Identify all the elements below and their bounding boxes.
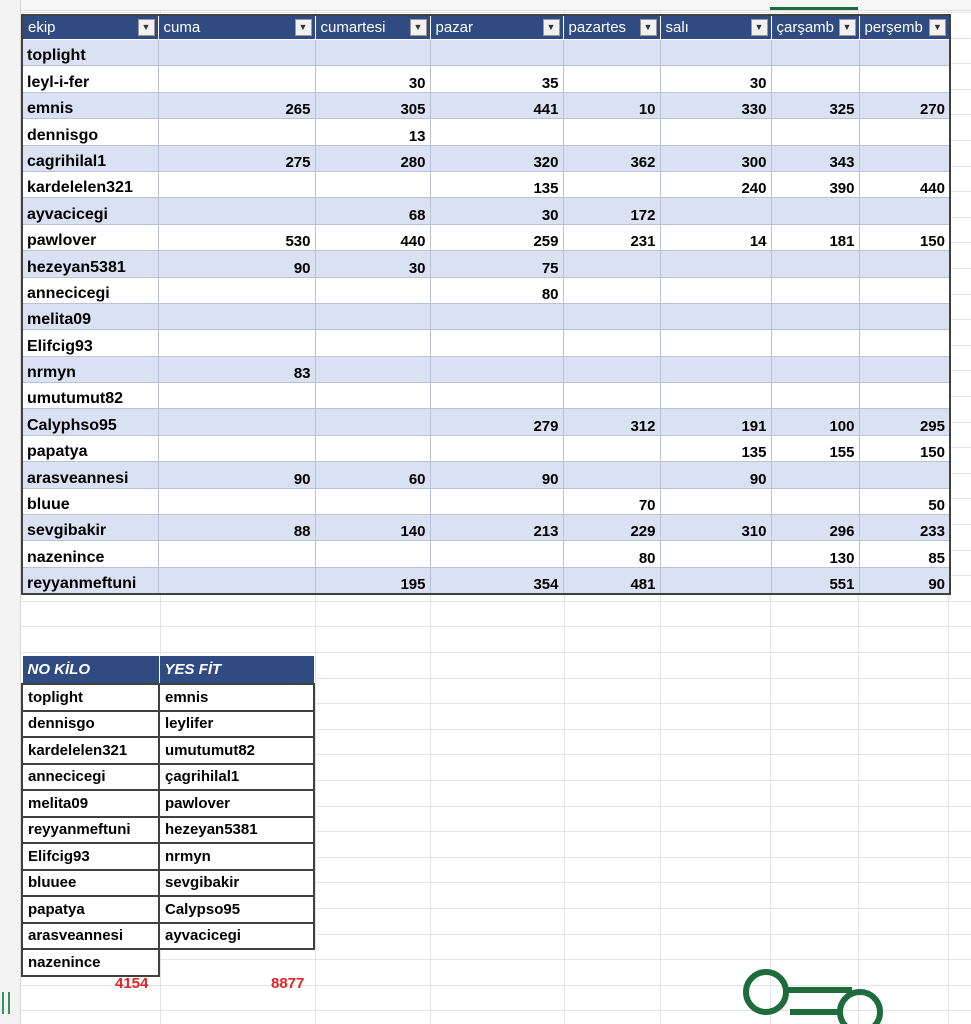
score-cell[interactable]: 233 bbox=[859, 515, 950, 541]
score-cell[interactable] bbox=[660, 383, 771, 409]
score-cell[interactable] bbox=[158, 567, 315, 594]
score-cell[interactable] bbox=[430, 488, 563, 514]
score-cell[interactable]: 68 bbox=[315, 198, 430, 224]
score-cell[interactable]: 50 bbox=[859, 488, 950, 514]
no-kilo-member-cell[interactable]: dennisgo bbox=[22, 711, 159, 738]
score-cell[interactable] bbox=[158, 330, 315, 356]
score-cell[interactable] bbox=[563, 171, 660, 197]
team-name-cell[interactable]: dennisgo bbox=[22, 119, 158, 145]
score-cell[interactable]: 85 bbox=[859, 541, 950, 567]
teams-table bbox=[21, 655, 315, 977]
score-cell[interactable] bbox=[158, 171, 315, 197]
score-cell[interactable]: 100 bbox=[771, 409, 859, 435]
table-row bbox=[22, 356, 950, 382]
team-name-cell[interactable]: annecicegi bbox=[22, 277, 158, 303]
selected-column-indicator bbox=[770, 7, 858, 10]
score-cell[interactable]: 181 bbox=[771, 224, 859, 250]
score-cell[interactable] bbox=[771, 119, 859, 145]
score-cell[interactable] bbox=[859, 383, 950, 409]
score-cell[interactable]: 30 bbox=[315, 251, 430, 277]
score-cell[interactable]: 60 bbox=[315, 462, 430, 488]
score-cell[interactable]: 150 bbox=[859, 435, 950, 461]
score-cell[interactable] bbox=[563, 277, 660, 303]
team-name-cell[interactable]: toplight bbox=[22, 40, 158, 66]
column-header[interactable] bbox=[22, 15, 158, 40]
score-cell[interactable]: 530 bbox=[158, 224, 315, 250]
filter-dropdown-icon[interactable]: ▼ bbox=[138, 19, 155, 36]
score-cell[interactable] bbox=[315, 409, 430, 435]
score-cell[interactable] bbox=[771, 40, 859, 66]
yes-fit-member-cell[interactable]: Calypso95 bbox=[159, 896, 314, 923]
team-name-cell[interactable]: leyl-i-fer bbox=[22, 66, 158, 92]
table-row bbox=[22, 224, 950, 250]
score-cell[interactable] bbox=[859, 40, 950, 66]
table-row bbox=[22, 383, 950, 409]
score-cell[interactable]: 296 bbox=[771, 515, 859, 541]
score-cell[interactable]: 310 bbox=[660, 515, 771, 541]
team-name-cell[interactable]: cagrihilal1 bbox=[22, 145, 158, 171]
no-kilo-member-cell[interactable]: toplight bbox=[22, 684, 159, 711]
score-cell[interactable] bbox=[430, 541, 563, 567]
score-cell[interactable]: 135 bbox=[430, 171, 563, 197]
score-cell[interactable] bbox=[430, 383, 563, 409]
score-cell[interactable]: 279 bbox=[430, 409, 563, 435]
score-cell[interactable] bbox=[315, 171, 430, 197]
score-cell[interactable] bbox=[158, 383, 315, 409]
team-name-cell[interactable]: reyyanmeftuni bbox=[22, 567, 158, 594]
score-cell[interactable]: 14 bbox=[660, 224, 771, 250]
score-cell[interactable]: 90 bbox=[158, 251, 315, 277]
table-row bbox=[22, 896, 314, 923]
filter-dropdown-icon[interactable]: ▼ bbox=[839, 19, 856, 36]
table-row bbox=[22, 541, 950, 567]
score-cell[interactable]: 229 bbox=[563, 515, 660, 541]
score-cell[interactable] bbox=[315, 277, 430, 303]
score-cell[interactable]: 300 bbox=[660, 145, 771, 171]
table-row bbox=[22, 488, 950, 514]
yes-fit-member-cell[interactable] bbox=[159, 949, 314, 976]
team-name-cell[interactable]: pawlover bbox=[22, 224, 158, 250]
yes-fit-member-cell[interactable]: pawlover bbox=[159, 790, 314, 817]
score-cell[interactable] bbox=[859, 330, 950, 356]
no-kilo-member-cell[interactable]: arasveannesi bbox=[22, 923, 159, 950]
no-kilo-total[interactable]: 4154 bbox=[115, 975, 149, 992]
score-cell[interactable] bbox=[771, 330, 859, 356]
score-cell[interactable]: 130 bbox=[771, 541, 859, 567]
score-cell[interactable] bbox=[859, 145, 950, 171]
table-row bbox=[22, 790, 314, 817]
team-name-cell[interactable]: emnis bbox=[22, 92, 158, 118]
score-cell[interactable]: 88 bbox=[158, 515, 315, 541]
score-cell[interactable] bbox=[660, 488, 771, 514]
table-row bbox=[22, 251, 950, 277]
score-cell[interactable]: 80 bbox=[430, 277, 563, 303]
score-cell[interactable]: 30 bbox=[660, 66, 771, 92]
table-row bbox=[22, 843, 314, 870]
score-cell[interactable] bbox=[660, 277, 771, 303]
score-cell[interactable]: 70 bbox=[563, 488, 660, 514]
yes-fit-member-cell[interactable]: hezeyan5381 bbox=[159, 817, 314, 844]
score-cell[interactable]: 80 bbox=[563, 541, 660, 567]
score-cell[interactable] bbox=[563, 356, 660, 382]
score-cell[interactable]: 231 bbox=[563, 224, 660, 250]
score-cell[interactable] bbox=[158, 435, 315, 461]
score-cell[interactable]: 35 bbox=[430, 66, 563, 92]
score-cell[interactable]: 325 bbox=[771, 92, 859, 118]
filter-dropdown-icon[interactable]: ▼ bbox=[929, 19, 946, 36]
score-cell[interactable] bbox=[859, 198, 950, 224]
score-cell[interactable] bbox=[315, 488, 430, 514]
score-cell[interactable]: 90 bbox=[859, 567, 950, 594]
score-cell[interactable]: 295 bbox=[859, 409, 950, 435]
row-selection-marker bbox=[2, 992, 18, 1014]
column-header-label: cuma bbox=[163, 19, 201, 36]
score-cell[interactable]: 305 bbox=[315, 92, 430, 118]
score-cell[interactable] bbox=[563, 303, 660, 329]
table-row bbox=[22, 684, 314, 711]
table-row bbox=[22, 409, 950, 435]
score-cell[interactable] bbox=[158, 277, 315, 303]
score-cell[interactable] bbox=[563, 66, 660, 92]
score-cell[interactable] bbox=[158, 119, 315, 145]
score-cell[interactable] bbox=[315, 40, 430, 66]
column-header[interactable] bbox=[771, 15, 859, 40]
score-cell[interactable]: 312 bbox=[563, 409, 660, 435]
score-cell[interactable] bbox=[660, 541, 771, 567]
score-cell[interactable] bbox=[315, 383, 430, 409]
score-cell[interactable] bbox=[158, 198, 315, 224]
yes-fit-member-cell[interactable]: ayvacicegi bbox=[159, 923, 314, 950]
score-cell[interactable] bbox=[430, 330, 563, 356]
yes-fit-member-cell[interactable]: çagrihilal1 bbox=[159, 764, 314, 791]
column-header-label: ekip bbox=[28, 19, 56, 36]
column-header-label: perşemb bbox=[864, 19, 923, 36]
no-kilo-member-cell[interactable]: bluuee bbox=[22, 870, 159, 897]
score-cell[interactable] bbox=[660, 40, 771, 66]
score-cell[interactable] bbox=[859, 66, 950, 92]
score-cell[interactable] bbox=[771, 488, 859, 514]
score-cell[interactable]: 440 bbox=[315, 224, 430, 250]
table-row bbox=[22, 711, 314, 738]
score-cell[interactable] bbox=[158, 488, 315, 514]
score-cell[interactable] bbox=[563, 462, 660, 488]
score-cell[interactable]: 320 bbox=[430, 145, 563, 171]
score-cell[interactable]: 135 bbox=[660, 435, 771, 461]
yes-fit-member-cell[interactable]: nrmyn bbox=[159, 843, 314, 870]
score-cell[interactable]: 195 bbox=[315, 567, 430, 594]
score-cell[interactable]: 259 bbox=[430, 224, 563, 250]
yes-fit-member-cell[interactable]: emnis bbox=[159, 684, 314, 711]
no-kilo-member-cell[interactable]: reyyanmeftuni bbox=[22, 817, 159, 844]
score-cell[interactable]: 441 bbox=[430, 92, 563, 118]
column-header-label: pazar bbox=[435, 19, 474, 36]
no-kilo-member-cell[interactable]: kardelelen321 bbox=[22, 737, 159, 764]
table-row bbox=[22, 171, 950, 197]
column-header[interactable] bbox=[660, 15, 771, 40]
table-row bbox=[22, 330, 950, 356]
filter-dropdown-icon[interactable]: ▼ bbox=[410, 19, 427, 36]
score-cell[interactable]: 13 bbox=[315, 119, 430, 145]
no-kilo-member-cell[interactable]: nazenince bbox=[22, 949, 159, 976]
score-cell[interactable] bbox=[563, 330, 660, 356]
score-cell[interactable] bbox=[660, 567, 771, 594]
column-header[interactable] bbox=[430, 15, 563, 40]
table-row bbox=[22, 40, 950, 66]
table-row bbox=[22, 92, 950, 118]
column-header[interactable] bbox=[859, 15, 950, 40]
no-kilo-header[interactable]: NO KİLO bbox=[22, 656, 159, 685]
score-cell[interactable]: 270 bbox=[859, 92, 950, 118]
score-cell[interactable] bbox=[563, 435, 660, 461]
table-row bbox=[22, 567, 950, 594]
weekly-scores-table bbox=[21, 14, 951, 595]
yes-fit-header[interactable]: YES FİT bbox=[159, 656, 314, 685]
team-name-cell[interactable]: Elifcig93 bbox=[22, 330, 158, 356]
score-cell[interactable] bbox=[430, 435, 563, 461]
yes-fit-member-cell[interactable]: sevgibakir bbox=[159, 870, 314, 897]
table-row bbox=[22, 66, 950, 92]
table-row bbox=[22, 198, 950, 224]
column-header[interactable] bbox=[158, 15, 315, 40]
table-row bbox=[22, 277, 950, 303]
score-cell[interactable] bbox=[771, 198, 859, 224]
column-header-label: cumartesi bbox=[320, 19, 386, 36]
score-cell[interactable]: 30 bbox=[430, 198, 563, 224]
table-row bbox=[22, 515, 950, 541]
score-cell[interactable]: 354 bbox=[430, 567, 563, 594]
score-cell[interactable]: 191 bbox=[660, 409, 771, 435]
score-cell[interactable] bbox=[771, 383, 859, 409]
score-cell[interactable] bbox=[859, 251, 950, 277]
filter-dropdown-icon[interactable]: ▼ bbox=[751, 19, 768, 36]
column-header-label: çarşamb bbox=[776, 19, 835, 36]
filter-dropdown-icon[interactable]: ▼ bbox=[543, 19, 560, 36]
team-name-cell[interactable]: kardelelen321 bbox=[22, 171, 158, 197]
team-name-cell[interactable]: Calyphso95 bbox=[22, 409, 158, 435]
table-row bbox=[22, 870, 314, 897]
score-cell[interactable] bbox=[158, 409, 315, 435]
score-cell[interactable] bbox=[563, 119, 660, 145]
table-row bbox=[22, 145, 950, 171]
score-cell[interactable] bbox=[859, 303, 950, 329]
score-cell[interactable]: 390 bbox=[771, 171, 859, 197]
table-row bbox=[22, 817, 314, 844]
score-cell[interactable] bbox=[430, 356, 563, 382]
team-name-cell[interactable]: bluue bbox=[22, 488, 158, 514]
score-cell[interactable] bbox=[660, 356, 771, 382]
table-row bbox=[22, 764, 314, 791]
score-cell[interactable] bbox=[859, 119, 950, 145]
score-cell[interactable]: 362 bbox=[563, 145, 660, 171]
score-cell[interactable] bbox=[771, 356, 859, 382]
column-header-label: pazartes bbox=[568, 19, 627, 36]
score-cell[interactable]: 90 bbox=[660, 462, 771, 488]
score-cell[interactable]: 75 bbox=[430, 251, 563, 277]
score-cell[interactable] bbox=[660, 330, 771, 356]
filter-dropdown-icon[interactable]: ▼ bbox=[295, 19, 312, 36]
team-name-cell[interactable]: nrmyn bbox=[22, 356, 158, 382]
score-cell[interactable] bbox=[859, 356, 950, 382]
score-cell[interactable]: 330 bbox=[660, 92, 771, 118]
team-name-cell[interactable]: arasveannesi bbox=[22, 462, 158, 488]
table-row bbox=[22, 303, 950, 329]
score-cell[interactable]: 83 bbox=[158, 356, 315, 382]
score-cell[interactable] bbox=[315, 541, 430, 567]
score-cell[interactable]: 240 bbox=[660, 171, 771, 197]
score-cell[interactable] bbox=[660, 303, 771, 329]
no-kilo-member-cell[interactable]: Elifcig93 bbox=[22, 843, 159, 870]
row-header-strip bbox=[0, 0, 21, 1024]
score-cell[interactable]: 172 bbox=[563, 198, 660, 224]
score-cell[interactable]: 275 bbox=[158, 145, 315, 171]
table-row bbox=[22, 737, 314, 764]
score-cell[interactable] bbox=[430, 303, 563, 329]
score-cell[interactable] bbox=[771, 251, 859, 277]
score-cell[interactable] bbox=[315, 330, 430, 356]
score-cell[interactable]: 551 bbox=[771, 567, 859, 594]
score-cell[interactable]: 10 bbox=[563, 92, 660, 118]
score-cell[interactable] bbox=[158, 303, 315, 329]
score-cell[interactable] bbox=[158, 66, 315, 92]
score-cell[interactable] bbox=[430, 119, 563, 145]
score-cell[interactable]: 90 bbox=[158, 462, 315, 488]
score-cell[interactable] bbox=[660, 198, 771, 224]
table-row bbox=[22, 949, 314, 976]
score-cell[interactable] bbox=[859, 277, 950, 303]
score-cell[interactable] bbox=[563, 251, 660, 277]
team-name-cell[interactable]: hezeyan5381 bbox=[22, 251, 158, 277]
table-row bbox=[22, 119, 950, 145]
score-cell[interactable] bbox=[771, 303, 859, 329]
score-cell[interactable] bbox=[315, 303, 430, 329]
score-cell[interactable] bbox=[859, 462, 950, 488]
score-cell[interactable]: 155 bbox=[771, 435, 859, 461]
score-cell[interactable] bbox=[771, 462, 859, 488]
score-cell[interactable]: 440 bbox=[859, 171, 950, 197]
yes-fit-total[interactable]: 8877 bbox=[271, 975, 305, 992]
filter-dropdown-icon[interactable]: ▼ bbox=[640, 19, 657, 36]
score-cell[interactable] bbox=[158, 40, 315, 66]
team-name-cell[interactable]: ayvacicegi bbox=[22, 198, 158, 224]
score-cell[interactable] bbox=[771, 66, 859, 92]
score-cell[interactable]: 481 bbox=[563, 567, 660, 594]
column-header[interactable] bbox=[563, 15, 660, 40]
table-row bbox=[22, 435, 950, 461]
yes-fit-member-cell[interactable]: leylifer bbox=[159, 711, 314, 738]
team-name-cell[interactable]: umutumut82 bbox=[22, 383, 158, 409]
no-kilo-member-cell[interactable]: papatya bbox=[22, 896, 159, 923]
score-cell[interactable] bbox=[563, 40, 660, 66]
team-name-cell[interactable]: nazenince bbox=[22, 541, 158, 567]
score-cell[interactable]: 280 bbox=[315, 145, 430, 171]
yes-fit-member-cell[interactable]: umutumut82 bbox=[159, 737, 314, 764]
table-row bbox=[22, 462, 950, 488]
score-cell[interactable]: 343 bbox=[771, 145, 859, 171]
team-name-cell[interactable]: sevgibakir bbox=[22, 515, 158, 541]
column-header[interactable] bbox=[315, 15, 430, 40]
score-cell[interactable]: 140 bbox=[315, 515, 430, 541]
app-logo-icon bbox=[740, 962, 900, 1024]
score-cell[interactable]: 150 bbox=[859, 224, 950, 250]
score-cell[interactable]: 90 bbox=[430, 462, 563, 488]
score-cell[interactable]: 30 bbox=[315, 66, 430, 92]
score-cell[interactable] bbox=[315, 356, 430, 382]
score-cell[interactable] bbox=[563, 383, 660, 409]
score-cell[interactable] bbox=[771, 277, 859, 303]
team-name-cell[interactable]: papatya bbox=[22, 435, 158, 461]
score-cell[interactable]: 265 bbox=[158, 92, 315, 118]
no-kilo-member-cell[interactable]: melita09 bbox=[22, 790, 159, 817]
team-name-cell[interactable]: melita09 bbox=[22, 303, 158, 329]
score-cell[interactable] bbox=[158, 541, 315, 567]
score-cell[interactable]: 213 bbox=[430, 515, 563, 541]
column-header-label: salı bbox=[665, 19, 689, 36]
score-cell[interactable] bbox=[430, 40, 563, 66]
table-row bbox=[22, 923, 314, 950]
score-cell[interactable] bbox=[660, 119, 771, 145]
score-cell[interactable] bbox=[315, 435, 430, 461]
score-cell[interactable] bbox=[660, 251, 771, 277]
no-kilo-member-cell[interactable]: annecicegi bbox=[22, 764, 159, 791]
